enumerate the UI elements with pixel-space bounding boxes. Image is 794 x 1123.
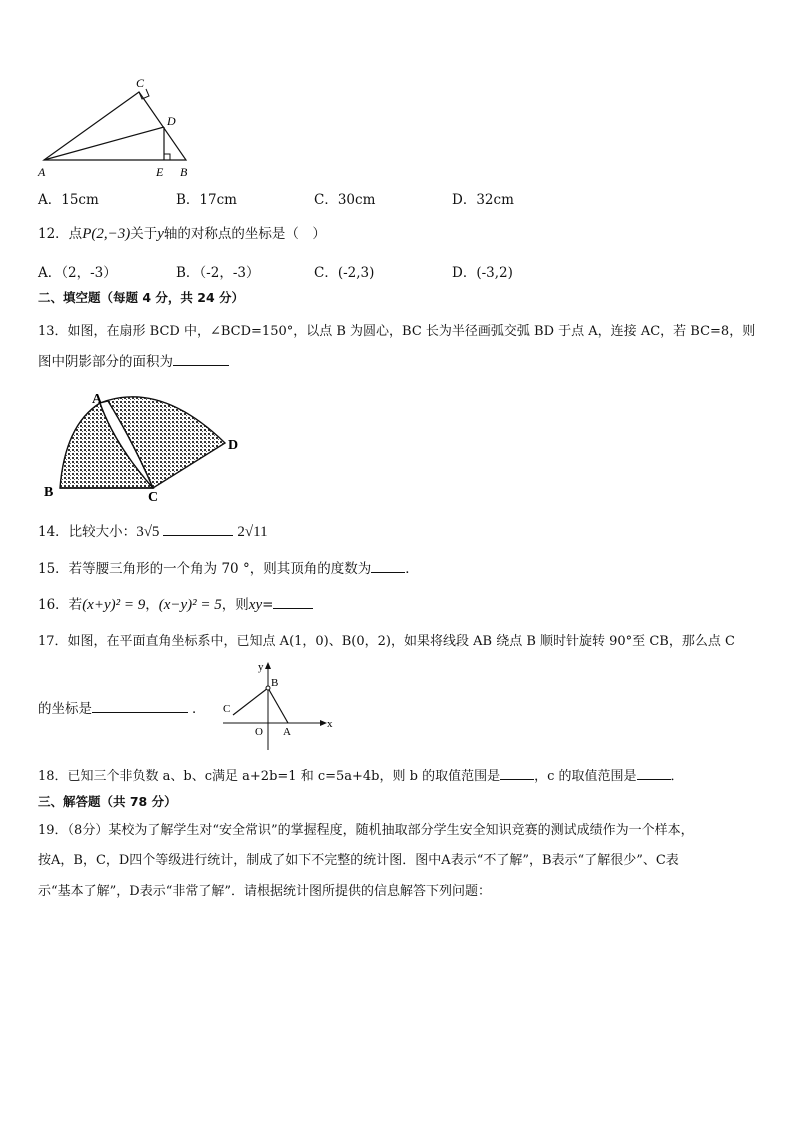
- q14-right-expr: 2√11: [237, 524, 268, 540]
- q16-question: [38, 593, 313, 614]
- q17-coordinate-figure: [215, 660, 335, 755]
- q16-post: =: [262, 597, 274, 613]
- q13-label-c: C: [148, 490, 159, 505]
- q13-line2-text: 图中阴影部分的面积为: [38, 354, 173, 370]
- q11-label-c: C: [136, 76, 145, 90]
- q11-option-b[interactable]: B．17cm: [176, 192, 237, 208]
- section2-heading: 二、填空题（每题 4 分，共 24 分）: [38, 290, 245, 305]
- q11-label-d: D: [167, 114, 176, 128]
- q17-label-a: A: [283, 726, 291, 738]
- q16-answer-blank[interactable]: [273, 596, 313, 609]
- q13-line1: 13．如图，在扇形 BCD 中，∠BCD=150°，以点 B 为圆心，BC 长为半径画弧交弧 BD 于点 A，连接 AC，若 BC=8，则: [38, 324, 756, 339]
- q15-end: ．: [405, 561, 419, 577]
- q12-pre: 12．点: [38, 226, 83, 242]
- q18-question: [38, 765, 684, 784]
- q11-option-c[interactable]: C．30cm: [314, 192, 376, 208]
- q12-option-b[interactable]: B．（-2，-3）: [176, 265, 260, 281]
- q15-answer-blank[interactable]: [371, 560, 405, 573]
- q19-line1: 19．（8分）某校为了解学生对“安全常识”的掌握程度，随机抽取部分学生安全知识竞赛的测试成绩作为一个样本，: [38, 823, 694, 838]
- q16-eq1: (x+y)² = 9: [82, 597, 146, 613]
- q14-answer-blank[interactable]: [163, 523, 233, 536]
- q12-option-c[interactable]: C．(-2,3): [314, 265, 375, 281]
- q13-sector-figure: [40, 385, 250, 505]
- q11-option-a[interactable]: A．15cm: [38, 192, 99, 208]
- q17-line2: [38, 697, 206, 717]
- q17-label-y: y: [258, 661, 264, 673]
- q17-end: ．: [192, 701, 206, 717]
- q14-question: [38, 520, 268, 541]
- q17-label-b: B: [271, 677, 279, 689]
- q15-question: [38, 557, 419, 577]
- q16-sep: ，: [145, 597, 159, 613]
- q12-option-d[interactable]: D．(-3,2): [452, 265, 513, 281]
- section3-heading: 三、解答题（共 78 分）: [38, 794, 177, 809]
- q18-answer-blank-c[interactable]: [637, 767, 671, 780]
- q18-text: 18．已知三个非负数 a、b、c满足 a+2b=1 和 c=5a+4b，则 b 的取值范围是: [38, 769, 501, 784]
- q11-label-e: E: [156, 165, 164, 179]
- q13-answer-blank[interactable]: [173, 353, 229, 366]
- q14-pre: 14．比较大小：: [38, 524, 137, 540]
- q16-pre: 16．若: [38, 597, 83, 613]
- q13-label-b: B: [44, 485, 54, 500]
- q12-option-a[interactable]: A．（2，-3）: [38, 265, 117, 281]
- q16-eq2: (x−y)² = 5: [158, 597, 222, 613]
- q19-line2: 按A，B，C，D四个等级进行统计，制成了如下不完整的统计图．图中A表示“不了解”，B表示“了解很少”、C表: [38, 853, 679, 868]
- q17-label-o: O: [255, 726, 263, 738]
- q13-label-d: D: [228, 438, 239, 453]
- q17-answer-blank[interactable]: [92, 700, 188, 713]
- q12-mid: 关于: [130, 226, 158, 242]
- q16-mid: ，则: [221, 597, 249, 613]
- q14-left-expr: 3√5: [136, 524, 160, 540]
- q17-line2-text: 的坐标是: [38, 701, 92, 717]
- q17-label-c: C: [223, 703, 231, 715]
- q18-end: ．: [670, 769, 684, 784]
- q12-post: 轴的对称点的坐标是（ ）: [163, 226, 326, 242]
- q18-answer-blank-b[interactable]: [500, 767, 534, 780]
- q18-mid: ，c 的取值范围是: [534, 769, 637, 784]
- q17-line1: 17．如图，在平面直角坐标系中，已知点 A(1，0)、B(0，2)，如果将线段 AB 绕点 B 顺时针旋转 90°至 CB，那么点 C: [38, 634, 735, 649]
- q13-line2: [38, 350, 229, 370]
- q11-triangle-figure: [36, 72, 206, 182]
- q15-text: 15．若等腰三角形的一个角为 70 °，则其顶角的度数为: [38, 561, 372, 577]
- q12-axis: y: [157, 226, 164, 242]
- q11-label-a: A: [38, 165, 46, 179]
- q11-option-d[interactable]: D．32cm: [452, 192, 514, 208]
- q19-line3: 示“基本了解”，D表示“非常了解”．请根据统计图所提供的信息解答下列问题：: [38, 884, 492, 899]
- q17-label-x: x: [327, 718, 333, 730]
- q13-label-a: A: [92, 392, 103, 407]
- q11-label-b: B: [180, 165, 188, 179]
- q12-question: [38, 222, 326, 243]
- q16-xy: xy: [248, 597, 263, 613]
- q12-point: P(2,−3): [82, 226, 131, 242]
